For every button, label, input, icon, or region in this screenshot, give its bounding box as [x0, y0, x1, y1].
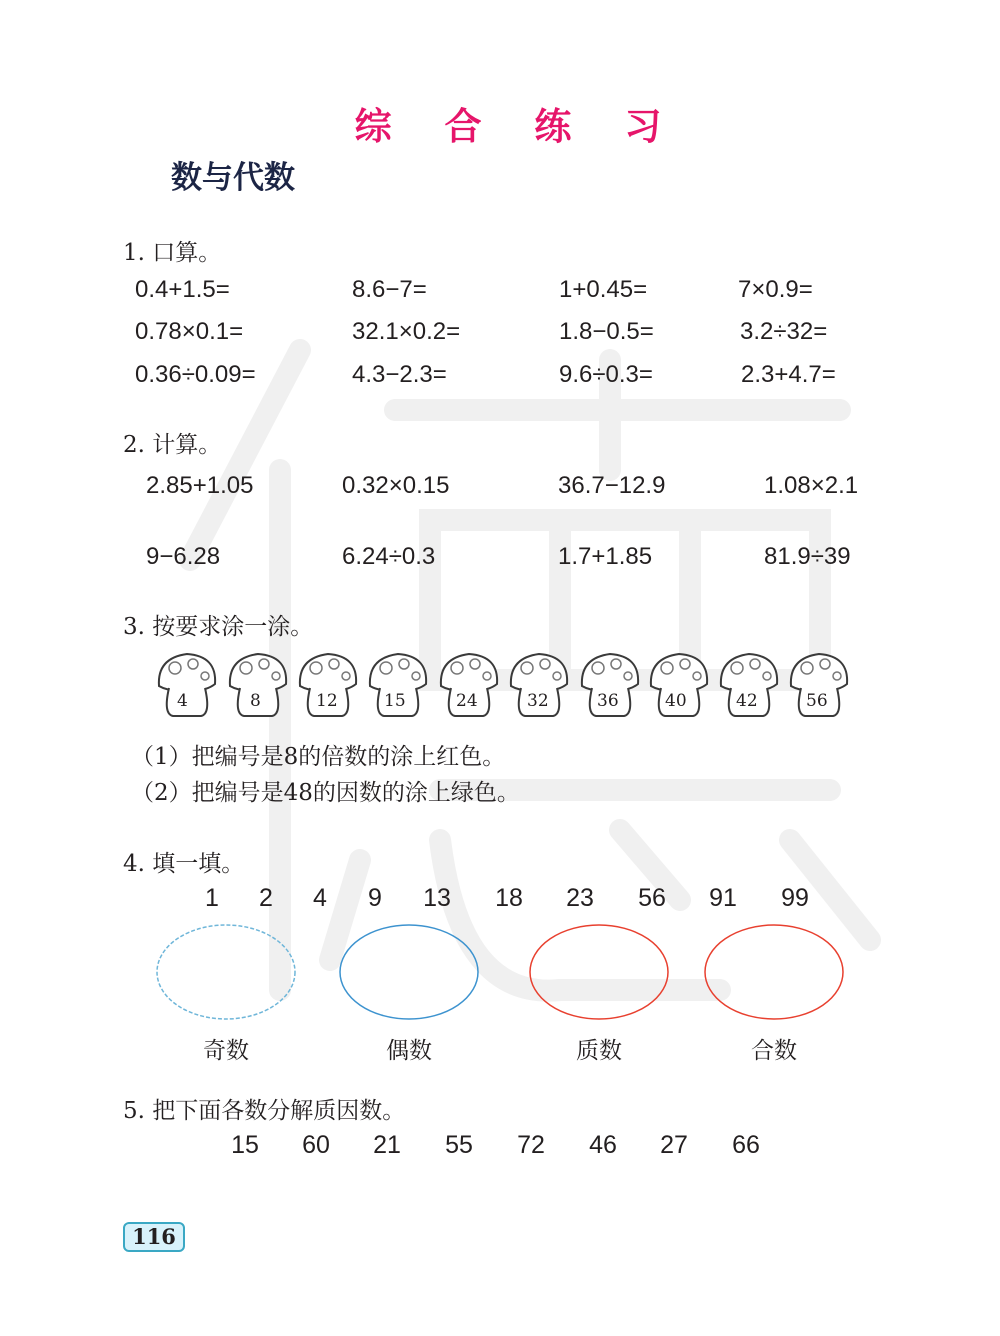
q1-item: 7×0.9= [738, 276, 813, 303]
mushroom-number: 56 [806, 691, 828, 711]
q2-item: 36.7−12.9 [558, 472, 666, 499]
mushroom[interactable] [715, 648, 783, 724]
set-label-even: 偶数 [386, 1038, 432, 1064]
mushroom-number: 40 [665, 691, 687, 711]
section-heading: 数与代数 [171, 160, 295, 196]
mushroom[interactable] [435, 648, 503, 724]
mushroom[interactable] [294, 648, 362, 724]
q4-number: 23 [566, 884, 594, 912]
prime-set-oval[interactable] [530, 925, 668, 1019]
page-number-badge: 116 [123, 1222, 185, 1252]
q5-number: 66 [732, 1131, 760, 1159]
q2-item: 81.9÷39 [764, 543, 851, 570]
mushroom-number: 4 [177, 691, 188, 711]
page-title: 综 合 练 习 [354, 105, 682, 148]
q4-heading: 4. 填一填。 [123, 851, 245, 877]
q1-item: 32.1×0.2= [352, 318, 461, 345]
q2-item: 1.08×2.1 [764, 472, 859, 499]
q1-item: 2.3+4.7= [741, 361, 836, 388]
q3-instruction-2: （2）把编号是48的因数的涂上绿色。 [131, 780, 520, 806]
q5-number: 60 [302, 1131, 330, 1159]
mushroom-number: 32 [527, 691, 549, 711]
mushroom[interactable] [576, 648, 644, 724]
q2-heading: 2. 计算。 [123, 432, 222, 458]
q2-item: 9−6.28 [146, 543, 221, 570]
q5-number: 27 [660, 1131, 688, 1159]
q1-heading: 1. 口算。 [123, 240, 222, 266]
q1-item: 8.6−7= [352, 276, 427, 303]
q3-instruction-1: （1）把编号是8的倍数的涂上红色。 [131, 744, 506, 770]
mushroom-number: 15 [384, 691, 406, 711]
q5-number: 46 [589, 1131, 617, 1159]
q1-item: 1+0.45= [559, 276, 648, 303]
q2-item: 1.7+1.85 [558, 543, 653, 570]
q4-number: 2 [259, 884, 273, 912]
q1-item: 0.78×0.1= [135, 318, 244, 345]
q1-item: 9.6÷0.3= [559, 361, 653, 388]
q4-number: 99 [781, 884, 809, 912]
q4-number: 9 [368, 884, 382, 912]
odd-set-oval[interactable] [157, 925, 295, 1019]
mushroom-number: 36 [597, 691, 619, 711]
q4-number: 91 [709, 884, 737, 912]
mushroom[interactable] [505, 648, 573, 724]
q2-item: 6.24÷0.3 [342, 543, 436, 570]
q5-number: 55 [445, 1131, 473, 1159]
mushroom-number: 8 [250, 691, 261, 711]
set-label-prime: 质数 [576, 1038, 622, 1064]
q1-item: 3.2÷32= [740, 318, 828, 345]
q5-number: 21 [373, 1131, 401, 1159]
q2-item: 0.32×0.15 [342, 472, 450, 499]
set-label-composite: 合数 [751, 1038, 797, 1064]
q5-heading: 5. 把下面各数分解质因数。 [123, 1098, 406, 1124]
q1-item: 0.36÷0.09= [135, 361, 256, 388]
set-ovals [0, 920, 1000, 1030]
q4-number: 18 [495, 884, 523, 912]
q1-item: 0.4+1.5= [135, 276, 230, 303]
mushroom[interactable] [364, 648, 432, 724]
q2-item: 2.85+1.05 [146, 472, 254, 499]
mushroom-number: 42 [736, 691, 758, 711]
mushroom-number: 12 [316, 691, 338, 711]
q5-number: 72 [517, 1131, 545, 1159]
q4-number: 56 [638, 884, 666, 912]
mushroom[interactable] [224, 648, 292, 724]
mushroom[interactable] [785, 648, 853, 724]
mushroom-number: 24 [456, 691, 478, 711]
composite-set-oval[interactable] [705, 925, 843, 1019]
even-set-oval[interactable] [340, 925, 478, 1019]
q1-item: 4.3−2.3= [352, 361, 447, 388]
q4-number: 4 [313, 884, 327, 912]
q1-item: 1.8−0.5= [559, 318, 654, 345]
mushroom[interactable] [645, 648, 713, 724]
q4-number: 1 [205, 884, 219, 912]
mushroom[interactable] [153, 648, 221, 724]
q5-number: 15 [231, 1131, 259, 1159]
q4-number: 13 [423, 884, 451, 912]
set-label-odd: 奇数 [203, 1038, 249, 1064]
q3-heading: 3. 按要求涂一涂。 [123, 614, 314, 640]
